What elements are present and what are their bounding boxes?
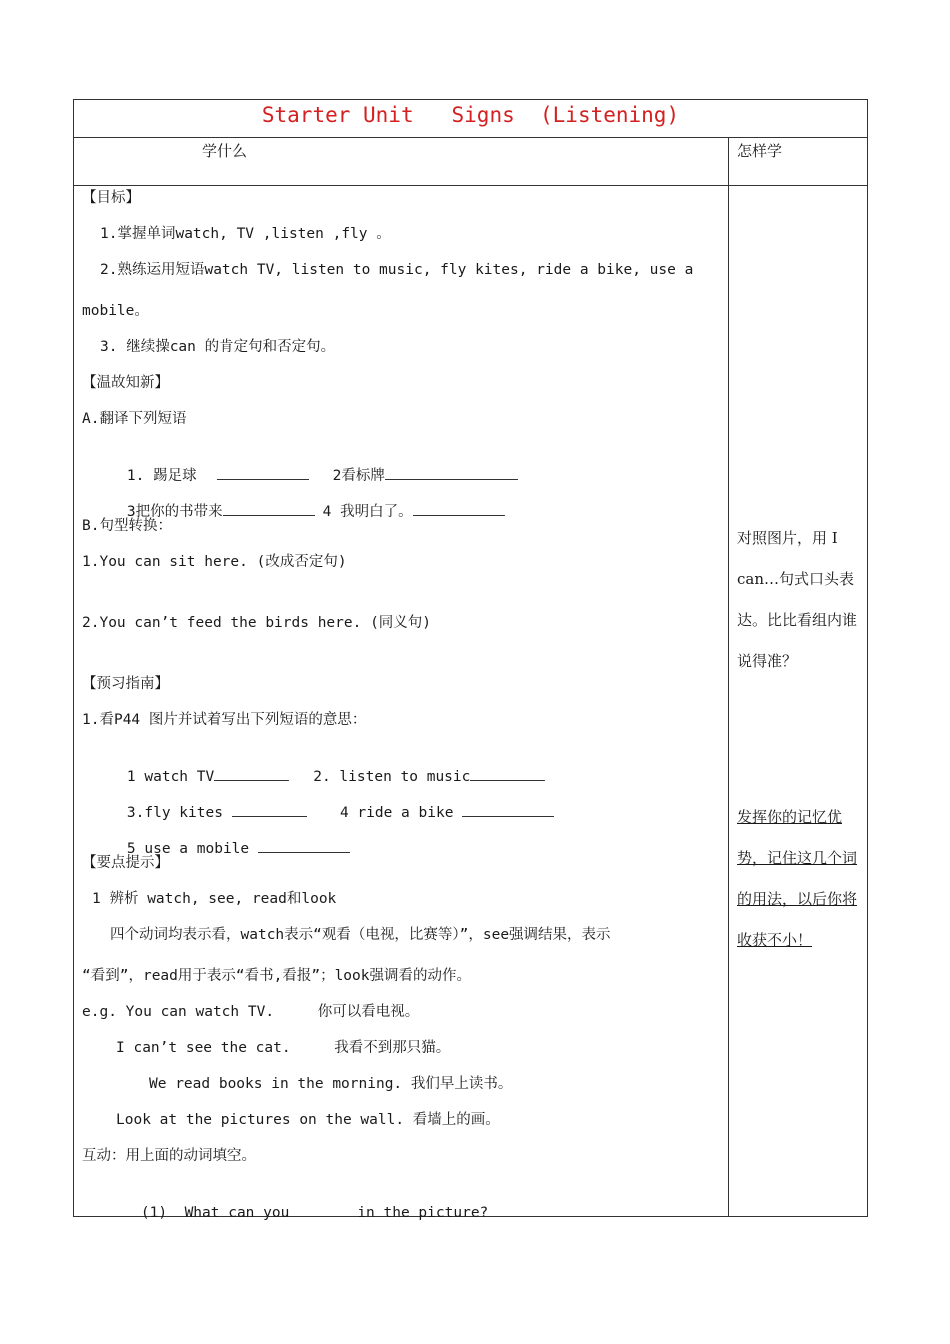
side-tip-1: 对照图片，用 I can…句式口头表达。比比看组内谁说得准？ xyxy=(737,529,858,670)
preview-p2: 2. listen to music xyxy=(313,769,471,785)
answer-blank[interactable] xyxy=(217,465,309,480)
review-a1-label: 1. 踢足球 xyxy=(126,468,197,484)
review-a3-label: 3把你的书带来 xyxy=(126,504,223,520)
review-a2-label: 2看标牌 xyxy=(332,468,385,484)
answer-blank[interactable] xyxy=(385,465,518,480)
preview-heading: 【预习指南】 xyxy=(82,676,169,692)
example-1: e.g. You can watch TV. 你可以看电视。 xyxy=(82,1004,420,1020)
example-2: I can’t see the cat. 我看不到那只猫。 xyxy=(116,1040,451,1056)
keypoint-3: “看到”，read用于表示“看书,看报”；look强调看的动作。 xyxy=(82,968,471,984)
preview-p4: 4 ride a bike xyxy=(339,805,454,821)
review-b2: 2.You can’t feed the birds here. (同义句) xyxy=(82,615,432,631)
answer-blank[interactable] xyxy=(413,501,505,516)
review-b1: 1.You can sit here. (改成否定句) xyxy=(82,554,347,570)
keypoint-2: 四个动词均表示看，watch表示“观看（电视，比赛等）”，see强调结果，表示 xyxy=(110,927,611,943)
answer-blank[interactable] xyxy=(258,838,350,853)
answer-blank[interactable] xyxy=(232,802,307,817)
question-1 xyxy=(106,1182,488,1243)
review-b: B.句型转换： xyxy=(82,518,172,534)
preview-p1: 1 watch TV xyxy=(126,769,215,785)
answer-blank[interactable] xyxy=(223,501,315,516)
example-3: We read books in the morning. 我们早上读书。 xyxy=(149,1076,513,1092)
preview-p3: 3.fly kites xyxy=(126,805,223,821)
answer-blank[interactable] xyxy=(214,766,289,781)
column-header-how: 怎样学 xyxy=(737,142,783,160)
divider xyxy=(74,185,867,186)
review-a4-label: 4 我明白了。 xyxy=(322,504,413,520)
column-divider xyxy=(728,137,729,1216)
example-4: Look at the pictures on the wall. 看墙上的画。 xyxy=(116,1112,500,1128)
answer-blank[interactable] xyxy=(462,802,554,817)
column-header-what: 学什么 xyxy=(202,142,248,160)
review-a: A.翻译下列短语 xyxy=(82,411,187,427)
goal-3: 3. 继续操can 的肯定句和否定句。 xyxy=(100,339,336,355)
worksheet-table xyxy=(73,99,868,1221)
keypoint-1: 1 辨析 watch, see, read和look xyxy=(92,891,337,907)
goals-heading: 【目标】 xyxy=(82,190,140,206)
question-1-post: in the picture? xyxy=(357,1205,489,1221)
question-1-pre: (1) What can you xyxy=(140,1205,290,1221)
answer-blank[interactable] xyxy=(470,766,545,781)
review-heading: 【温故知新】 xyxy=(82,375,169,391)
side-tip-2: 发挥你的记忆优势，记住这几个词的用法，以后你将收获不小！ xyxy=(737,808,858,949)
page-title: Starter Unit Signs (Listening) xyxy=(261,103,680,127)
interact-instruction: 互动：用上面的动词填空。 xyxy=(82,1148,256,1164)
answer-blank[interactable] xyxy=(298,1202,348,1217)
preview-p5: 5 use a mobile xyxy=(126,841,250,857)
keypoints-heading: 【要点提示】 xyxy=(82,855,169,871)
preview-1: 1.看P44 图片并试着写出下列短语的意思： xyxy=(82,712,367,728)
goal-1: 1.掌握单词watch, TV ,listen ,fly 。 xyxy=(100,226,391,242)
goal-2-cont: mobile。 xyxy=(82,303,149,319)
goal-2: 2.熟练运用短语watch TV, listen to music, fly kites, ride a bike, use a xyxy=(100,262,694,278)
